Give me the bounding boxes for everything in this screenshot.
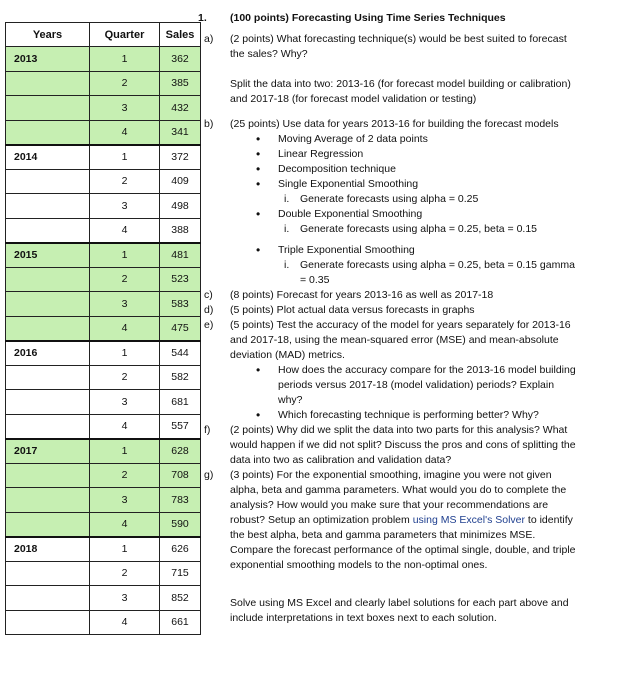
part-c-text: (8 points) Forecast for years 2013-16 as well as 2017-18 bbox=[230, 289, 494, 301]
year-cell bbox=[6, 512, 90, 537]
list-item: • Linear Regression bbox=[198, 147, 578, 162]
list-item: • Double Exponential Smoothing bbox=[198, 207, 578, 222]
table-row bbox=[6, 390, 201, 415]
sales-cell: 372 bbox=[160, 145, 201, 170]
part-f bbox=[198, 423, 578, 468]
sales-cell: 362 bbox=[160, 47, 201, 72]
table-row bbox=[6, 463, 201, 488]
part-g-label: g) bbox=[204, 469, 214, 481]
table-row bbox=[6, 267, 201, 292]
quarter-cell: 3 bbox=[90, 390, 160, 415]
part-c bbox=[198, 288, 578, 303]
question-title bbox=[198, 11, 578, 26]
sales-cell: 432 bbox=[160, 96, 201, 121]
part-f-text: (2 points) Why did we split the data into two parts for this analysis? What would happen if we did not split? Discuss the pros and cons of splitting the data into two as calibration and validation data? bbox=[230, 424, 576, 466]
part-b bbox=[198, 117, 578, 132]
table-row bbox=[6, 439, 201, 464]
sales-cell: 626 bbox=[160, 537, 201, 562]
part-a-text: (2 points) What forecasting technique(s) would be best suited to forecast the sales? Why? bbox=[230, 33, 567, 60]
quarter-cell: 3 bbox=[90, 96, 160, 121]
list-item: • Moving Average of 2 data points bbox=[198, 132, 578, 147]
table-row bbox=[6, 365, 201, 390]
list-item: • Triple Exponential Smoothing bbox=[198, 243, 578, 258]
year-cell: 2014 bbox=[6, 145, 90, 170]
table-row bbox=[6, 120, 201, 145]
quarter-cell: 3 bbox=[90, 194, 160, 219]
table-row bbox=[6, 537, 201, 562]
sub-item: i. Generate forecasts using alpha = 0.25, beta = 0.15 bbox=[198, 222, 578, 237]
table-body bbox=[6, 47, 201, 635]
table-row bbox=[6, 218, 201, 243]
part-d-text: (5 points) Plot actual data versus forecasts in graphs bbox=[230, 304, 475, 316]
quarter-cell: 4 bbox=[90, 610, 160, 635]
sales-cell: 852 bbox=[160, 586, 201, 611]
sub-item: i. Generate forecasts using alpha = 0.25, beta = 0.15 gamma = 0.35 bbox=[198, 258, 578, 288]
year-cell bbox=[6, 561, 90, 586]
part-a-label: a) bbox=[204, 33, 214, 45]
table-row bbox=[6, 292, 201, 317]
quarter-cell: 2 bbox=[90, 561, 160, 586]
quarter-cell: 4 bbox=[90, 218, 160, 243]
year-cell bbox=[6, 218, 90, 243]
sales-cell: 708 bbox=[160, 463, 201, 488]
sales-cell: 385 bbox=[160, 71, 201, 96]
list-item: • Decomposition technique bbox=[198, 162, 578, 177]
sub-triple-exp: Generate forecasts using alpha = 0.25, beta = 0.15 gamma = 0.35 bbox=[300, 259, 575, 286]
year-cell bbox=[6, 71, 90, 96]
sales-table bbox=[5, 22, 201, 635]
quarter-cell: 3 bbox=[90, 292, 160, 317]
part-f-label: f) bbox=[204, 424, 211, 436]
year-cell bbox=[6, 488, 90, 513]
part-e bbox=[198, 318, 578, 363]
year-cell bbox=[6, 610, 90, 635]
quarter-cell: 1 bbox=[90, 439, 160, 464]
sales-cell: 681 bbox=[160, 390, 201, 415]
quarter-cell: 2 bbox=[90, 71, 160, 96]
year-cell bbox=[6, 365, 90, 390]
sales-cell: 388 bbox=[160, 218, 201, 243]
table-row bbox=[6, 586, 201, 611]
bullet-triple-exp: Triple Exponential Smoothing bbox=[278, 244, 415, 256]
assignment-text bbox=[198, 11, 578, 626]
header-quarter: Quarter bbox=[90, 23, 160, 47]
part-e-label: e) bbox=[204, 319, 214, 331]
year-cell bbox=[6, 414, 90, 439]
table-row bbox=[6, 341, 201, 366]
question-title-text: (100 points) Forecasting Using Time Series Techniques bbox=[230, 12, 506, 24]
sales-cell: 498 bbox=[160, 194, 201, 219]
quarter-cell: 3 bbox=[90, 586, 160, 611]
sales-cell: 583 bbox=[160, 292, 201, 317]
header-years: Years bbox=[6, 23, 90, 47]
sales-cell: 582 bbox=[160, 365, 201, 390]
table-row bbox=[6, 488, 201, 513]
quarter-cell: 4 bbox=[90, 512, 160, 537]
question-number: 1. bbox=[198, 12, 207, 24]
year-cell bbox=[6, 120, 90, 145]
sales-cell: 590 bbox=[160, 512, 201, 537]
quarter-cell: 2 bbox=[90, 365, 160, 390]
sub-single-exp: Generate forecasts using alpha = 0.25 bbox=[300, 193, 479, 205]
table-row bbox=[6, 71, 201, 96]
year-cell bbox=[6, 316, 90, 341]
part-b-label: b) bbox=[204, 118, 214, 130]
part-g-text: (3 points) For the exponential smoothing, imagine you were not given alpha, beta and gamma parameters. What would you do to complete the analysis? How would you make sure that your recommendations are robust? Setup an optimization problem using MS Excel's Solver to identify the best alpha, beta and gamma parameters that minimizes MSE. Compare the forecast performance of the optimal single, double, and triple exponential smoothing models to the non-optimal ones. bbox=[230, 469, 576, 571]
bullet-decomposition: Decomposition technique bbox=[278, 163, 396, 175]
bullet-linear-regression: Linear Regression bbox=[278, 148, 364, 160]
year-cell: 2017 bbox=[6, 439, 90, 464]
quarter-cell: 2 bbox=[90, 267, 160, 292]
table-row bbox=[6, 194, 201, 219]
sales-cell: 557 bbox=[160, 414, 201, 439]
sales-cell: 481 bbox=[160, 243, 201, 268]
year-cell bbox=[6, 267, 90, 292]
sub-item: i. Generate forecasts using alpha = 0.25 bbox=[198, 192, 578, 207]
year-cell bbox=[6, 292, 90, 317]
table-row bbox=[6, 561, 201, 586]
sales-cell: 661 bbox=[160, 610, 201, 635]
bullet-better-technique: Which forecasting technique is performing better? Why? bbox=[278, 409, 539, 421]
table-row bbox=[6, 316, 201, 341]
quarter-cell: 1 bbox=[90, 145, 160, 170]
quarter-cell: 4 bbox=[90, 316, 160, 341]
list-item: • Which forecasting technique is performing better? Why? bbox=[256, 408, 539, 422]
year-cell bbox=[6, 169, 90, 194]
quarter-cell: 1 bbox=[90, 47, 160, 72]
closing-instruction: Solve using MS Excel and clearly label solutions for each part above and include interpretations in text boxes next to each solution. bbox=[230, 597, 569, 624]
year-cell bbox=[6, 96, 90, 121]
table-row bbox=[6, 512, 201, 537]
list-item: • Single Exponential Smoothing bbox=[198, 177, 578, 192]
split-instruction: Split the data into two: 2013-16 (for forecast model building or calibration) and 2017-18 (for forecast model validation or testing) bbox=[230, 78, 571, 105]
sales-cell: 523 bbox=[160, 267, 201, 292]
year-cell: 2018 bbox=[6, 537, 90, 562]
year-cell bbox=[6, 586, 90, 611]
header-sales: Sales bbox=[160, 23, 201, 47]
part-d-label: d) bbox=[204, 304, 214, 316]
year-cell bbox=[6, 463, 90, 488]
sales-cell: 475 bbox=[160, 316, 201, 341]
part-e-text: (5 points) Test the accuracy of the model for years separately for 2013-16 and 2017-18, using the mean-squared error (MSE) and mean-absolute deviation (MAD) metrics. bbox=[230, 319, 571, 361]
bullet-double-exp: Double Exponential Smoothing bbox=[278, 208, 423, 220]
bullet-accuracy-compare: How does the accuracy compare for the 2013-16 model building periods versus 2017-18 (model validation) periods? Explain why? bbox=[278, 364, 576, 406]
table-row bbox=[6, 243, 201, 268]
bullet-moving-average: Moving Average of 2 data points bbox=[278, 133, 428, 145]
sales-cell: 409 bbox=[160, 169, 201, 194]
quarter-cell: 4 bbox=[90, 414, 160, 439]
table-row bbox=[6, 169, 201, 194]
part-c-label: c) bbox=[204, 289, 213, 301]
year-cell bbox=[6, 390, 90, 415]
table-row bbox=[6, 96, 201, 121]
sub-double-exp: Generate forecasts using alpha = 0.25, beta = 0.15 bbox=[300, 223, 537, 235]
quarter-cell: 3 bbox=[90, 488, 160, 513]
part-d bbox=[198, 303, 578, 318]
bullet-single-exp: Single Exponential Smoothing bbox=[278, 178, 419, 190]
sales-cell: 715 bbox=[160, 561, 201, 586]
year-cell: 2013 bbox=[6, 47, 90, 72]
table-row bbox=[6, 414, 201, 439]
quarter-cell: 4 bbox=[90, 120, 160, 145]
quarter-cell: 2 bbox=[90, 463, 160, 488]
quarter-cell: 1 bbox=[90, 243, 160, 268]
solver-link-text: using MS Excel's Solver bbox=[412, 514, 525, 526]
part-g bbox=[198, 468, 578, 573]
sales-cell: 628 bbox=[160, 439, 201, 464]
year-cell: 2015 bbox=[6, 243, 90, 268]
table-header-row bbox=[6, 23, 201, 47]
quarter-cell: 2 bbox=[90, 169, 160, 194]
table-row bbox=[6, 47, 201, 72]
quarter-cell: 1 bbox=[90, 537, 160, 562]
quarter-cell: 1 bbox=[90, 341, 160, 366]
year-cell bbox=[6, 194, 90, 219]
sales-cell: 783 bbox=[160, 488, 201, 513]
table-row bbox=[6, 610, 201, 635]
sales-cell: 544 bbox=[160, 341, 201, 366]
sales-cell: 341 bbox=[160, 120, 201, 145]
table-row bbox=[6, 145, 201, 170]
year-cell: 2016 bbox=[6, 341, 90, 366]
list-item: • How does the accuracy compare for the 2013-16 model building periods versus 2017-18 (model validation) periods? Explain why? bbox=[198, 363, 578, 408]
part-a bbox=[198, 32, 578, 62]
part-b-text: (25 points) Use data for years 2013-16 for building the forecast models bbox=[230, 118, 559, 130]
